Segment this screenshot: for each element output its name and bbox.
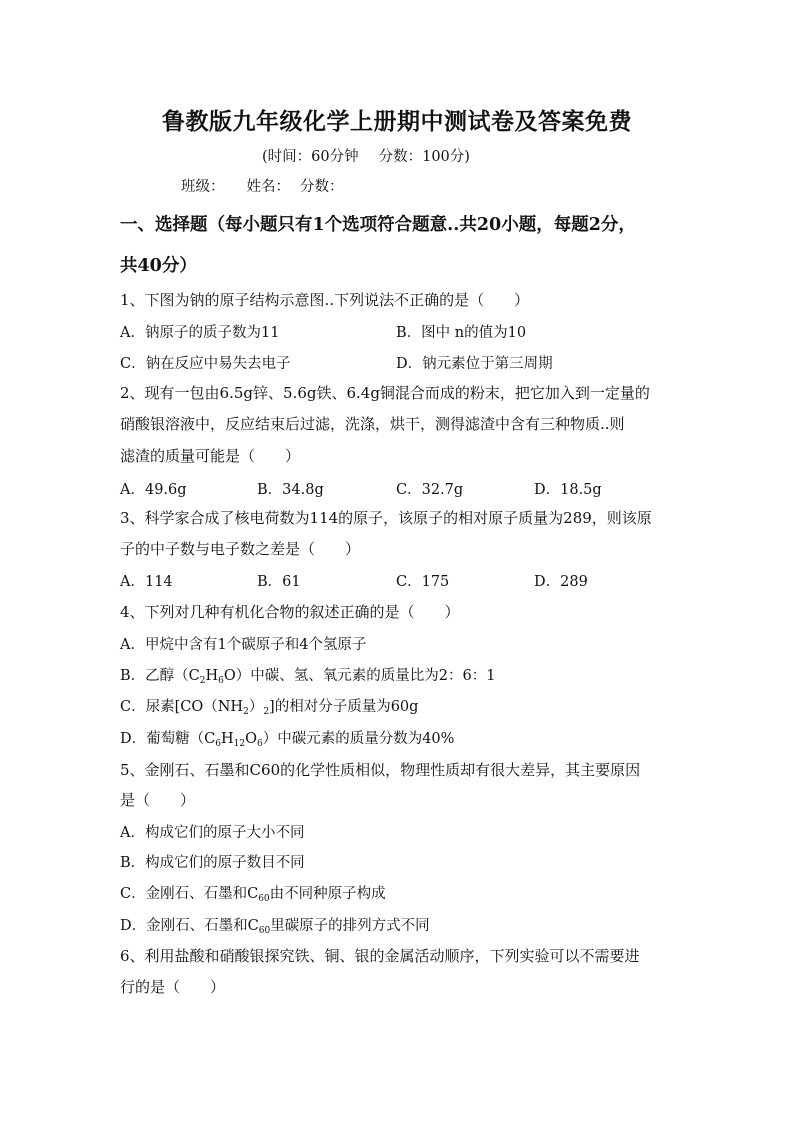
name-label: 姓名： xyxy=(246,179,290,195)
q1-option-a: A．钠原子的质子数为11 xyxy=(120,325,280,341)
question-3-line-1: 3、科学家合成了核电荷数为114的原子，该原子的相对原子质量为289，则该原 xyxy=(120,509,652,527)
q4-option-c: C．尿素$[CO(NH_2)_2]$的相对分子质量为60g xyxy=(120,699,419,717)
score-label: 分数： xyxy=(300,179,344,195)
question-1: 1、下图为钠的原子结构示意图..下列说法不正确的是（ ） xyxy=(120,291,530,309)
q3-option-c: C．175 xyxy=(396,574,450,590)
q1-option-c: C．钠在反应中易失去电子 xyxy=(120,356,291,372)
question-2-line-3: 滤渣的质量可能是（ ） xyxy=(120,447,301,465)
question-5-line-1: 5、金刚石、石墨和C60的化学性质相似，物理性质却有很大差异，其主要原因 xyxy=(120,761,641,779)
question-3-line-2: 子的中子数与电子数之差是（ ） xyxy=(120,540,361,558)
q2-option-d: D．18.5g xyxy=(534,482,602,498)
q4-option-d: D．葡萄糖$(C_6H_{12}O_6)$中碳元素的质量分数为40% xyxy=(120,731,455,749)
q3-option-d: D．289 xyxy=(534,574,588,590)
q5-option-c: C．金刚石、石墨和$C_{60}$由不同种原子构成 xyxy=(120,886,386,904)
exam-score: 分数：100分) xyxy=(378,149,470,165)
q2-option-b: B．34.8g xyxy=(257,482,324,498)
exam-time-score xyxy=(262,145,470,166)
q5-option-a: A．构成它们的原子大小不同 xyxy=(120,825,305,841)
exam-time: (时间：60分钟 xyxy=(262,149,359,165)
q5-option-b: B．构成它们的原子数目不同 xyxy=(120,855,305,871)
question-5-line-2: 是（ ） xyxy=(120,791,196,809)
q4-option-b: B．乙醇$(C_2H_6O)$中碳、氢、氧元素的质量比为2：6：1 xyxy=(120,668,496,686)
question-6-line-2: 行的是（ ） xyxy=(120,978,226,996)
class-label: 班级： xyxy=(181,179,225,195)
q1-option-d: D．钠元素位于第三周期 xyxy=(396,356,553,372)
q3-option-b: B．61 xyxy=(257,574,301,590)
q3-option-a: A．114 xyxy=(120,574,173,590)
question-2-line-1: 2、现有一包由6.5g锌、5.6g铁、6.4g铜混合而成的粉末，把它加入到一定量的 xyxy=(120,384,650,402)
student-info xyxy=(181,175,344,196)
q2-option-a: A．49.6g xyxy=(120,482,187,498)
q5-option-d: D．金刚石、石墨和$C_{60}$里碳原子的排列方式不同 xyxy=(120,918,430,936)
q4-option-a: A．甲烷中含有1个碳原子和4个氢原子 xyxy=(120,637,367,653)
page-title: 鲁教版九年级化学上册期中测试卷及答案免费 xyxy=(162,108,632,135)
section-heading-cont: 共40分） xyxy=(120,256,197,276)
q2-option-c: C．32.7g xyxy=(396,482,464,498)
question-4: 4、下列对几种有机化合物的叙述正确的是（ ） xyxy=(120,603,460,621)
q1-option-b: B．图中 n的值为10 xyxy=(396,325,527,341)
question-6-line-1: 6、利用盐酸和硝酸银探究铁、铜、银的金属活动顺序，下列实验可以不需要进 xyxy=(120,947,640,965)
section-heading: 一、选择题（每小题只有1个选项符合题意..共20小题，每题2分， xyxy=(120,215,636,235)
question-2-line-2: 硝酸银溶液中，反应结束后过滤，洗涤，烘干，测得滤渣中含有三种物质..则 xyxy=(120,415,625,433)
